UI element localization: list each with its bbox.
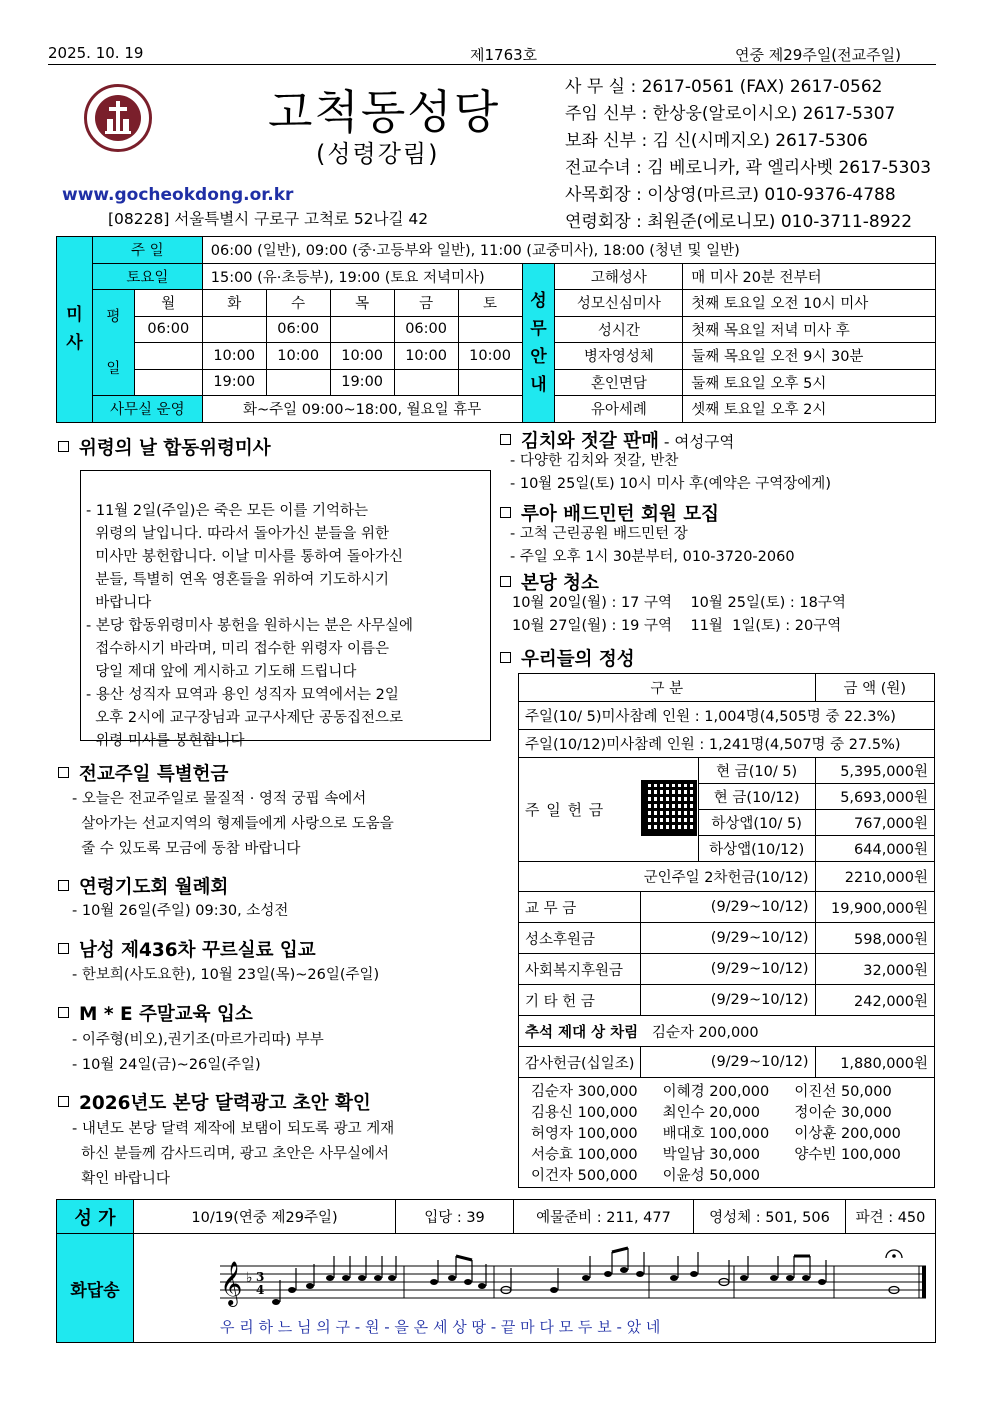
thanks-offering-amount: 1,880,000원	[815, 1047, 934, 1078]
offering-amount: 5,693,000원	[815, 784, 934, 810]
list-item: 이건자 500,000 이윤성 50,000	[531, 1168, 761, 1184]
sacrament-name: 혼인면담	[555, 369, 683, 396]
contact-assistant: 보좌 신부 : 김 신(시메지오) 2617-5306	[565, 131, 868, 151]
hymn-offertory: 예물준비 : 211, 477	[514, 1200, 694, 1234]
offering-period: (9/29~10/12)	[641, 892, 815, 923]
cursillo-text: - 한보희(사도요한), 10월 23일(목)~26일(주일)	[72, 967, 380, 983]
donor-list	[519, 1078, 935, 1188]
hymn-dismissal: 파견 : 450	[845, 1200, 935, 1234]
header-divider	[48, 64, 936, 65]
psalm-lyrics: 우 리 하 느 님 의 구 - 원 - 을 온 세 상 땅 - 끝 마 다 모 두 보 - 았 네	[220, 1318, 661, 1336]
weekday-header: 토	[458, 290, 522, 317]
attendance-oct5: 주일(10/ 5)미사참례 인원 : 1,004명(4,505명 중 22.3%)	[519, 702, 935, 730]
sunday-offering-label: 주 일 헌 금	[519, 758, 641, 862]
sacrament-time: 첫째 토요일 오전 10시 미사	[683, 290, 936, 317]
weekday-time: 06:00	[134, 316, 202, 343]
list-item: 김용신 100,000 최인수 20,000 정이순 30,000	[531, 1105, 892, 1121]
svg-text:♭: ♭	[246, 1270, 253, 1286]
website-link[interactable]: www.gocheokdong.or.kr	[62, 185, 294, 205]
hymn-table	[56, 1199, 936, 1343]
weekday-time	[458, 316, 522, 343]
memorial-notice-text: - 11월 2일(주일)은 죽은 모든 이를 기억하는 위령의 날입니다. 따라서 돌아가신 분들을 위한 미사만 봉헌합니다. 이날 미사를 통하여 돌아가신 분들, 특별히 연옥 영혼들을 위하여 기도하시기 바랍니다 - 본당 합동위령미사 봉헌을 원하시는 분은 사무실에 접수하시기 바라며, 미리 접수한 위령자 이름은 당일 제대 앞에 게시하고 기도해 드립니다 - 용산 성직자 묘역과 용인 성직자 묘역에서는 2일 오후 2시에 교구장님과 교구사제단 공동집전으로 위령 미사를 봉헌합니다	[86, 503, 414, 749]
office-hours-label: 사무실 운영	[92, 396, 202, 423]
weekday-time: 10:00	[266, 343, 330, 370]
offering-amount: 5,395,000원	[815, 758, 934, 784]
offering-col-amount: 금 액 (원)	[815, 674, 934, 702]
contact-memorial-society: 연령회장 : 최원준(에로니모) 010-3711-8922	[565, 212, 913, 232]
psalm-label: 화답송	[57, 1234, 134, 1343]
weekday-time: 19:00	[202, 369, 266, 396]
weekday-time: 10:00	[394, 343, 458, 370]
sacrament-name: 고해성사	[555, 263, 683, 290]
music-staff-icon	[134, 1234, 934, 1342]
weekday-time: 10:00	[330, 343, 394, 370]
section-title-kimchi: 김치와 젓갈 판매 - 여성구역	[500, 427, 734, 453]
parish-address: [08228] 서울특별시 구로구 고척로 52나길 42	[108, 210, 429, 228]
weekday-time	[330, 316, 394, 343]
offering-table	[518, 673, 935, 1188]
weekday-time: 19:00	[330, 369, 394, 396]
list-item: 김순자 300,000 이혜경 200,000 이진선 50,000	[531, 1084, 892, 1100]
weekday-time	[266, 369, 330, 396]
sacrament-time: 둘째 목요일 오전 9시 30분	[683, 343, 936, 370]
svg-text:𝄞: 𝄞	[220, 1261, 243, 1305]
weekday-time: 06:00	[266, 316, 330, 343]
contact-council: 사목회장 : 이상영(마르코) 010-9376-4788	[565, 185, 896, 205]
liturgical-week: 연중 제29주일(전교주일)	[735, 46, 901, 64]
weekday-time	[202, 316, 266, 343]
chuseok-altar-donation: 추석 제대 상 차림 김순자 200,000	[519, 1016, 935, 1047]
offering-col-category: 구 분	[519, 674, 816, 702]
weekday-time: 10:00	[458, 343, 522, 370]
cleaning-schedule: 10월 20일(월) : 17 구역 10월 25일(토) : 18구역 10월 27일(월) : 19 구역 11월 1일(토) : 20구역	[512, 595, 846, 634]
sacrament-guide-label: 성 무 안 내	[522, 263, 555, 422]
section-title-offering: 우리들의 정성	[500, 645, 635, 671]
thanks-offering-name: 감사헌금(십일조)	[519, 1047, 641, 1078]
sacrament-name: 병자영성체	[555, 343, 683, 370]
sacrament-time: 둘째 토요일 오후 5시	[683, 369, 936, 396]
offering-amount: 598,000원	[815, 923, 934, 954]
hymn-communion: 영성체 : 501, 506	[693, 1200, 845, 1234]
offering-period: (9/29~10/12)	[641, 985, 815, 1016]
issue-number: 제1763호	[470, 46, 538, 64]
section-title-cleaning: 본당 청소	[500, 569, 599, 595]
sunday-label: 주 일	[92, 237, 202, 264]
attendance-oct12: 주일(10/12)미사참례 인원 : 1,241명(4,507명 중 27.5%)	[519, 730, 935, 758]
thanks-offering-period: (9/29~10/12)	[641, 1047, 815, 1078]
weekday-time	[458, 369, 522, 396]
weekday-time	[394, 369, 458, 396]
hymn-date: 10/19(연중 제29주일)	[134, 1200, 396, 1234]
hymn-entrance: 입당 : 39	[396, 1200, 514, 1234]
parish-seal-logo	[84, 84, 152, 152]
memorial-prayer-text: - 10월 26일(주일) 09:30, 소성전	[72, 903, 289, 919]
weekday-header: 금	[394, 290, 458, 317]
sacrament-name: 성시간	[555, 316, 683, 343]
offering-name: 현 금(10/ 5)	[698, 758, 815, 784]
weekday-header: 화	[202, 290, 266, 317]
weekday-header: 수	[266, 290, 330, 317]
offering-amount: 644,000원	[815, 836, 934, 862]
offering-amount: 19,900,000원	[815, 892, 934, 923]
contact-pastor: 주임 신부 : 한상웅(알로이시오) 2617-5307	[565, 104, 896, 124]
weekday-header: 목	[330, 290, 394, 317]
weekday-time: 10:00	[202, 343, 266, 370]
offering-period: (9/29~10/12)	[641, 923, 815, 954]
office-hours: 화~주일 09:00~18:00, 월요일 휴무	[202, 396, 522, 423]
psalm-score	[134, 1234, 936, 1343]
section-title-cursillo: 남성 제436차 꾸르실료 입교	[58, 936, 316, 962]
svg-text:3: 3	[256, 1270, 265, 1284]
sunday-mass-times: 06:00 (일반), 09:00 (중·고등부와 일반), 11:00 (교중미사), 18:00 (청년 및 일반)	[202, 237, 935, 264]
weekday-time: 06:00	[394, 316, 458, 343]
parish-title: 고척동성당	[268, 85, 501, 139]
sacrament-time: 매 미사 20분 전부터	[683, 263, 936, 290]
saturday-label: 토요일	[92, 263, 202, 290]
offering-amount: 767,000원	[815, 810, 934, 836]
weekday-label: 평 일	[92, 290, 134, 396]
offering-name: 사회복지후원금	[519, 954, 641, 985]
military-offering-amount: 2210,000원	[815, 862, 934, 892]
qr-code-icon	[641, 758, 698, 862]
issue-date: 2025. 10. 19	[48, 44, 144, 62]
sacrament-name: 성모신심미사	[555, 290, 683, 317]
mission-offering-text: - 오늘은 전교주일로 물질적 · 영적 궁핍 속에서 살아가는 선교지역의 형제들에게 사랑으로 도움을 줄 수 있도록 모금에 동참 바랍니다	[72, 791, 394, 857]
offering-amount: 32,000원	[815, 954, 934, 985]
section-title-memorial-prayer: 연령기도회 월례회	[58, 873, 228, 899]
offering-name: 교 무 금	[519, 892, 641, 923]
sacrament-name: 유아세례	[555, 396, 683, 423]
military-offering-name: 군인주일 2차헌금(10/12)	[519, 862, 816, 892]
contact-office: 사 무 실 : 2617-0561 (FAX) 2617-0562	[565, 77, 883, 97]
offering-period: (9/29~10/12)	[641, 954, 815, 985]
section-title-memorial: 위령의 날 합동위령미사	[58, 434, 271, 460]
hymn-label: 성 가	[57, 1200, 134, 1234]
offering-name: 기 타 헌 금	[519, 985, 641, 1016]
section-title-me-weekend: M * E 주말교육 입소	[58, 1000, 253, 1026]
mass-schedule-table	[56, 236, 936, 423]
saturday-mass-times: 15:00 (유·초등부), 19:00 (토요 저녁미사)	[202, 263, 522, 290]
mass-label: 미 사	[57, 237, 93, 423]
contact-sisters: 전교수녀 : 김 베로니카, 곽 엘리사벳 2617-5303	[565, 158, 932, 178]
offering-name: 하상앱(10/ 5)	[698, 810, 815, 836]
svg-text:4: 4	[256, 1283, 265, 1297]
weekday-time	[134, 343, 202, 370]
sacrament-time: 셋째 토요일 오후 2시	[683, 396, 936, 423]
list-item: 허영자 100,000 배대호 100,000 이상훈 200,000	[531, 1126, 901, 1142]
weekday-header: 월	[134, 290, 202, 317]
offering-name: 현 금(10/12)	[698, 784, 815, 810]
sacrament-time: 첫째 목요일 저녁 미사 후	[683, 316, 936, 343]
section-title-mission-offering: 전교주일 특별헌금	[58, 760, 228, 786]
parish-subtitle: (성령강림)	[316, 140, 440, 168]
offering-amount: 242,000원	[815, 985, 934, 1016]
offering-name: 성소후원금	[519, 923, 641, 954]
me-weekend-text: - 이주형(비오),권기조(마르가리따) 부부 - 10월 24일(금)~26일(주일)	[72, 1032, 324, 1073]
badminton-text: - 고척 근린공원 배드민턴 장 - 주일 오후 1시 30분부터, 010-3720-2060	[510, 526, 795, 565]
section-title-badminton: 루아 배드민턴 회원 모집	[500, 500, 719, 526]
weekday-time	[134, 369, 202, 396]
offering-name: 하상앱(10/12)	[698, 836, 815, 862]
list-item: 서승효 100,000 박일남 30,000 양수빈 100,000	[531, 1147, 901, 1163]
kimchi-text: - 다양한 김치와 젓갈, 반찬 - 10월 25일(토) 10시 미사 후(예약은 구역장에게)	[510, 453, 831, 492]
calendar-ad-text: - 내년도 본당 달력 제작에 보탬이 되도록 광고 게재 하신 분들께 감사드리며, 광고 초안은 사무실에서 확인 바랍니다	[72, 1121, 395, 1187]
section-title-calendar-ad: 2026년도 본당 달력광고 초안 확인	[58, 1089, 371, 1115]
